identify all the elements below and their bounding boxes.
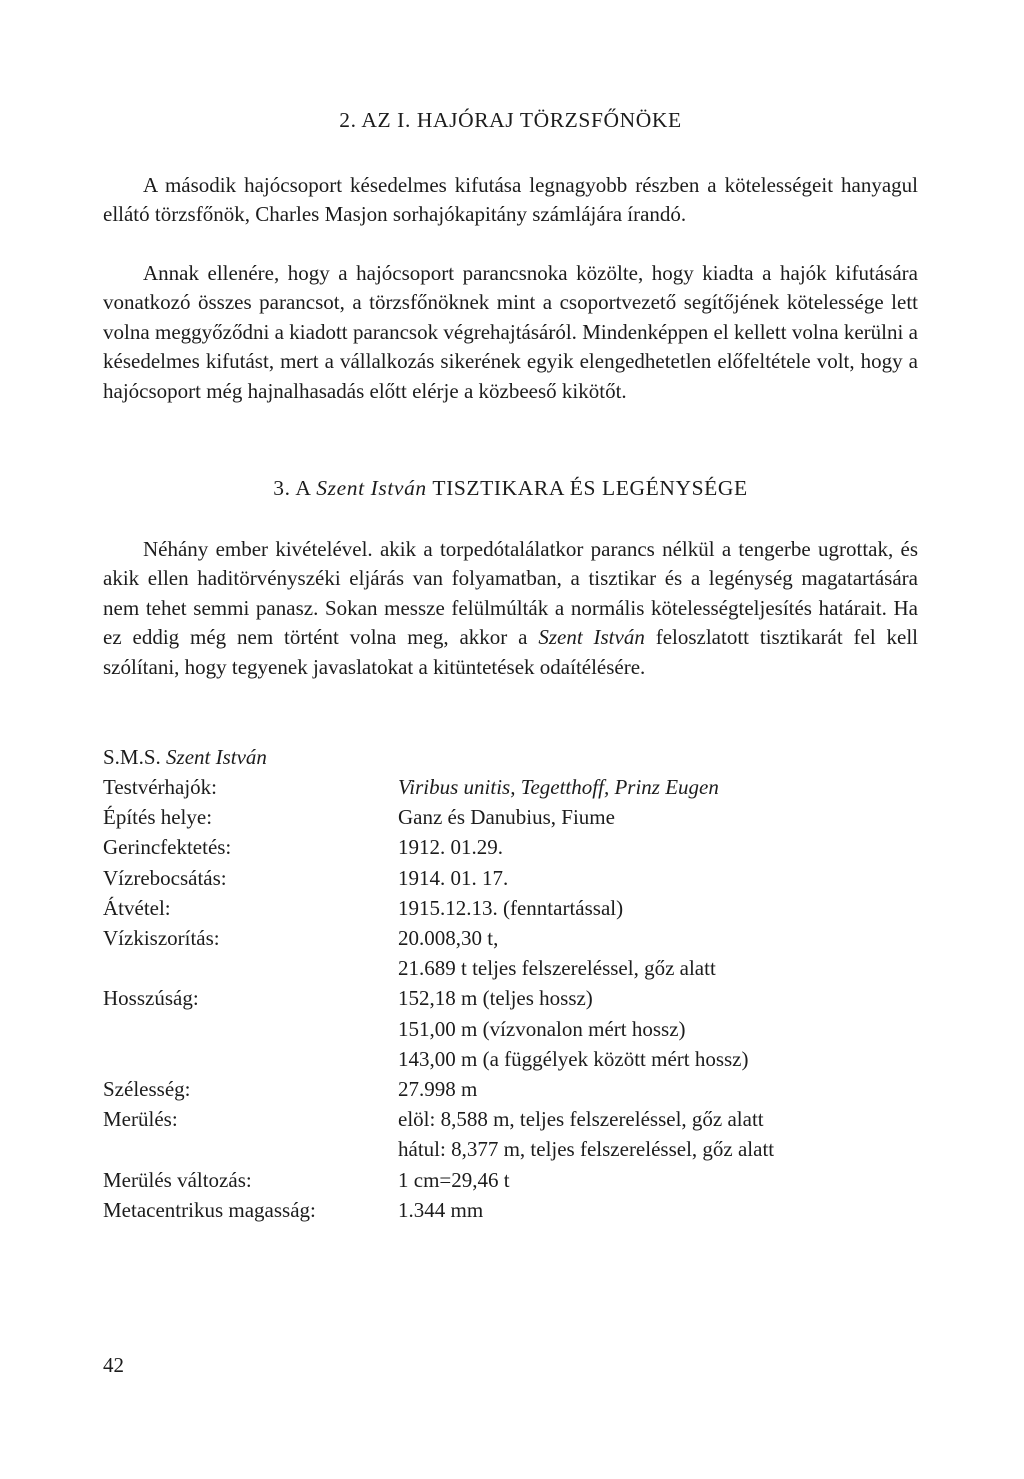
spec-row <box>103 1134 903 1164</box>
section-2-paragraph-1: A második hajócsoport késedelmes kifutása legnagyobb részben a kötelességeit hanyagul ellátó törzsfőnök, Charles Masjon sorhajókapitány számlájára írandó. <box>103 173 918 227</box>
spec-label: Merülés változás: <box>103 1167 252 1192</box>
spec-value: elöl: 8,588 m, teljes felszereléssel, gőz alatt <box>398 1107 764 1132</box>
ship-spec-table <box>103 772 903 1225</box>
section-3-paragraph-part-2: feloszlatott tisztikarát fel kell szólítani, hogy tegyenek javaslatokat a kitüntetések odaítélésére. <box>103 625 919 679</box>
spec-label: Vízrebocsátás: <box>103 865 227 890</box>
spec-row <box>103 1104 903 1134</box>
spec-value: 1915.12.13. (fenntartással) <box>398 895 624 920</box>
spec-value: 27.998 m <box>398 1077 478 1102</box>
spec-value: 20.008,30 t, <box>398 926 499 951</box>
spec-value: 1914. 01. 17. <box>398 865 509 890</box>
section-2-paragraph-2: Annak ellenére, hogy a hajócsoport parancsnoka közölte, hogy kiadta a hajók kifutására vonatkozó összes parancsot, a törzsfőnöknek mint a csoportvezető segítőjének kötelessége lett volna meggyőződni a kiadott parancsok végrehajtásáról. Mindenképpen el kellett volna kerülni a késedelmes kifutást, mert a vállalkozás sikerének egyik elengedhetetlen előfeltétele volt, hogy a hajócsoport még hajnalhasadás előtt elérje a közbeeső kikötőt. <box>103 261 918 403</box>
spec-value: 21.689 t teljes felszereléssel, gőz alatt <box>398 956 716 981</box>
spec-label: Építés helye: <box>103 805 213 830</box>
spec-label <box>103 1044 398 1074</box>
spec-label: Hosszúság: <box>103 986 199 1011</box>
section-3-paragraph-ship-name: Szent István <box>538 625 645 650</box>
spec-row <box>103 1074 903 1104</box>
spec-value: 1 cm=29,46 t <box>398 1167 510 1192</box>
spec-row <box>103 923 903 953</box>
ship-spec-table-body <box>103 772 903 1225</box>
section-3-paragraph-part-1: Néhány ember kivételével. akik a torpedótalálatkor parancs nélkül a tengerbe ugrottak, és akik ellen haditörvényszéki eljárás van folyamatban, a tisztikar és a legénység magatartására nem tehet semmi panasz. Sokan messze felülmúlták a normális kötelességteljesítés határait. Ha ez eddig még nem történt volna meg, akkor a <box>103 537 918 650</box>
section-3-heading-prefix: 3. A <box>273 476 311 500</box>
section-3-paragraph <box>103 535 918 682</box>
spec-value: 151,00 m (vízvonalon mért hossz) <box>398 1016 686 1041</box>
spec-row <box>103 953 903 983</box>
spec-row <box>103 802 903 832</box>
spec-row <box>103 1044 903 1074</box>
spec-label: Szélesség: <box>103 1077 191 1102</box>
section-3-heading <box>103 476 918 501</box>
spec-label: Merülés: <box>103 1107 178 1132</box>
spec-row <box>103 893 903 923</box>
spec-row <box>103 832 903 862</box>
spec-row <box>103 772 903 802</box>
spec-label <box>103 1014 398 1044</box>
ship-spec-title <box>103 745 267 770</box>
spec-label: Gerincfektetés: <box>103 835 232 860</box>
spec-row <box>103 863 903 893</box>
spec-row <box>103 1014 903 1044</box>
spec-row <box>103 983 903 1013</box>
ship-name: Szent István <box>166 745 267 769</box>
spec-row <box>103 1195 903 1225</box>
ship-prefix: S.M.S. <box>103 745 161 769</box>
spec-label <box>103 953 398 983</box>
spec-label: Vízkiszorítás: <box>103 926 220 951</box>
spec-value: 1.344 mm <box>398 1197 484 1222</box>
spec-label: Átvétel: <box>103 895 171 920</box>
section-2-heading: 2. AZ I. HAJÓRAJ TÖRZSFŐNÖKE <box>339 108 682 132</box>
section-3-heading-suffix: TISZTIKARA ÉS LEGÉNYSÉGE <box>432 476 748 500</box>
section-3-heading-ship-name: Szent István <box>316 476 427 500</box>
spec-value: 1912. 01.29. <box>398 835 503 860</box>
spec-label: Metacentrikus magasság: <box>103 1197 316 1222</box>
spec-value: Viribus unitis, Tegetthoff, Prinz Eugen <box>398 775 719 799</box>
spec-value: 143,00 m (a függélyek között mért hossz) <box>398 1046 749 1071</box>
spec-label: Testvérhajók: <box>103 775 217 799</box>
spec-label <box>103 1134 398 1164</box>
spec-value: hátul: 8,377 m, teljes felszereléssel, gőz alatt <box>398 1137 775 1162</box>
spec-value: Ganz és Danubius, Fiume <box>398 805 615 830</box>
page-number: 42 <box>103 1353 124 1377</box>
spec-value: 152,18 m (teljes hossz) <box>398 986 593 1011</box>
spec-row <box>103 1165 903 1195</box>
